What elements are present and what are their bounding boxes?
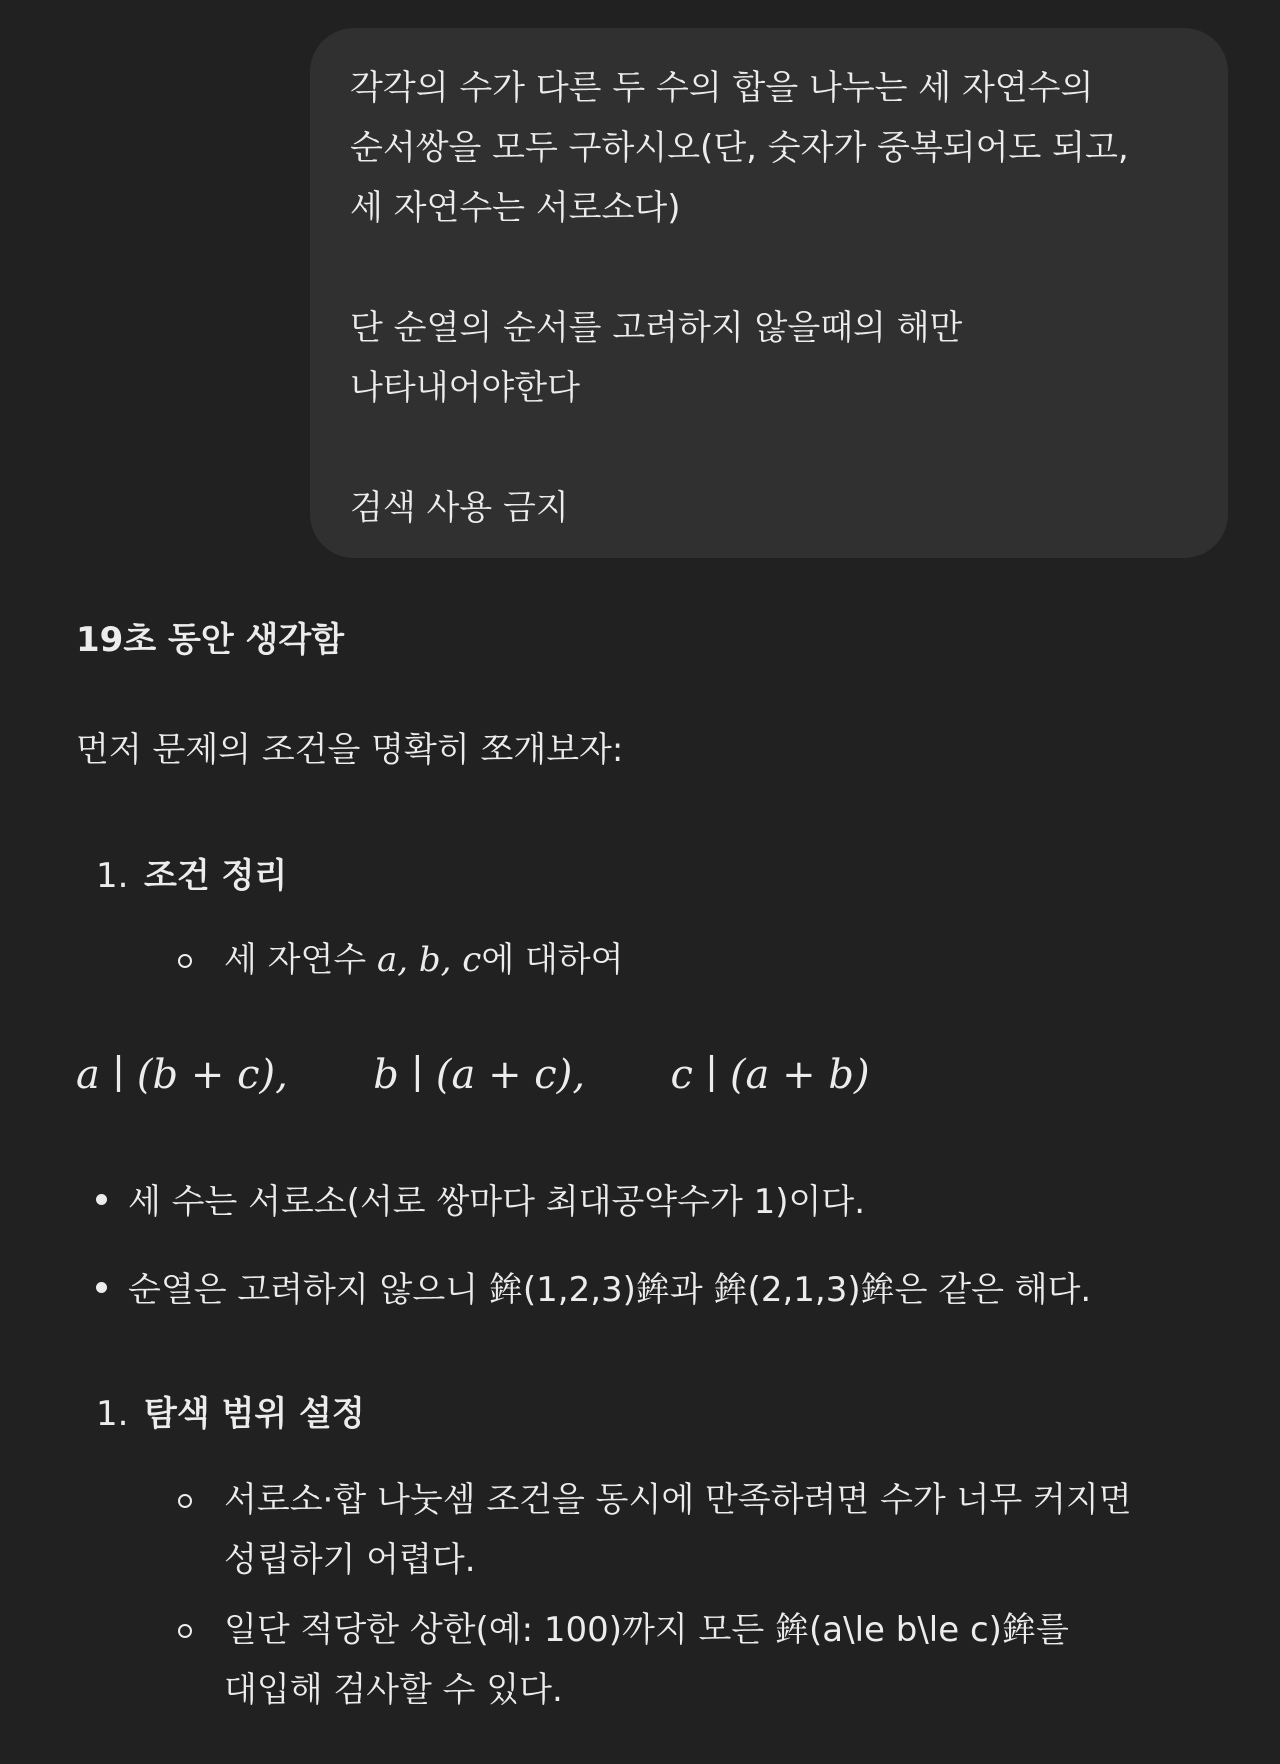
list-item: 대입해 검사할 수 있다.	[224, 1670, 563, 1710]
circle-bullet-icon	[178, 954, 192, 968]
section-heading-conditions	[96, 848, 287, 897]
inline-math: a, b, c	[377, 940, 482, 980]
list-item-text: 에 대하여	[481, 940, 624, 980]
list-item	[224, 930, 624, 990]
list-item: 서로소·합 나눗셈 조건을 동시에 만족하려면 수가 너무 커지면	[224, 1480, 1132, 1520]
user-message-line: 순서쌍을 모두 구하시오(단, 숫자가 중복되어도 되고,	[350, 128, 1129, 168]
user-message-line: 세 자연수는 서로소다)	[350, 188, 681, 228]
bullet-icon	[96, 1194, 107, 1205]
user-message-line: 단 순열의 순서를 고려하지 않을때의 해만	[350, 308, 963, 348]
list-item: 일단 적당한 상한(예: 100)까지 모든 鉾(a\le b\le c)鉾를	[224, 1610, 1069, 1650]
user-message-line: 검색 사용 금지	[350, 488, 569, 528]
section-title: 탐색 범위 설정	[144, 1394, 365, 1434]
bullet-icon	[96, 1282, 107, 1293]
list-item: 세 수는 서로소(서로 쌍마다 최대공약수가 1)이다.	[128, 1182, 866, 1222]
list-item-text: 세 자연수	[224, 940, 377, 980]
list-number: 1.	[96, 1394, 129, 1434]
user-message-line: 나타내어야한다	[350, 368, 580, 408]
user-message-bubble	[310, 28, 1228, 558]
list-item: 순열은 고려하지 않으니 鉾(1,2,3)鉾과 鉾(2,1,3)鉾은 같은 해다.	[128, 1270, 1092, 1310]
equation-part: a ∣ (b + c),	[76, 1052, 288, 1098]
circle-bullet-icon	[178, 1624, 192, 1638]
equation-part: c ∣ (a + b)	[670, 1052, 870, 1098]
answer-intro: 먼저 문제의 조건을 명확히 쪼개보자:	[76, 730, 624, 770]
thinking-toggle[interactable]: 19초 동안 생각함	[76, 620, 345, 660]
list-item: 성립하기 어렵다.	[224, 1540, 476, 1580]
display-equation	[76, 1052, 870, 1098]
circle-bullet-icon	[178, 1494, 192, 1508]
equation-part: b ∣ (a + c),	[373, 1052, 586, 1098]
user-message-line: 각각의 수가 다른 두 수의 합을 나누는 세 자연수의	[350, 68, 1094, 108]
list-number: 1.	[96, 856, 129, 896]
section-heading-search-range	[96, 1386, 365, 1435]
section-title: 조건 정리	[144, 856, 288, 896]
